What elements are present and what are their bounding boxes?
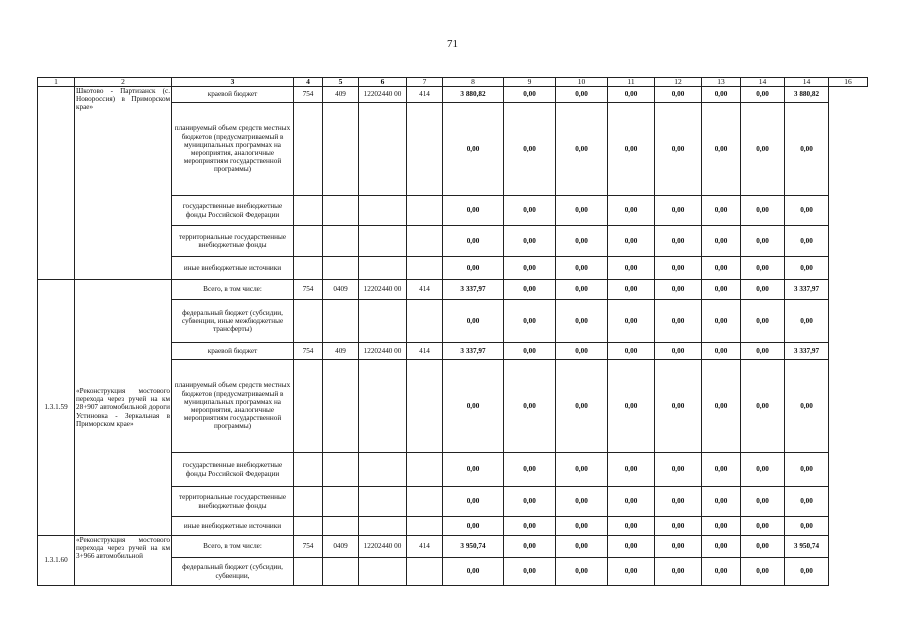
item-index: 1.3.1.59	[38, 280, 75, 536]
amount-cell: 0,00	[556, 453, 608, 487]
funding-source-label: территориальные государственные внебюджетные фонды	[172, 487, 294, 517]
column-number-header: 1	[38, 78, 75, 87]
ministry-code	[294, 487, 323, 517]
amount-cell: 0,00	[785, 517, 829, 536]
amount-cell: 3 337,97	[443, 343, 504, 360]
ministry-code	[294, 360, 323, 453]
amount-cell: 0,00	[655, 487, 702, 517]
ministry-code	[294, 196, 323, 226]
amount-cell: 0,00	[741, 196, 785, 226]
target-article-code	[359, 103, 407, 196]
section-code	[323, 453, 359, 487]
target-article-code	[359, 257, 407, 280]
expense-type-code	[407, 360, 443, 453]
amount-cell: 0,00	[741, 280, 785, 300]
amount-cell: 0,00	[741, 343, 785, 360]
amount-cell: 0,00	[504, 558, 556, 586]
section-code	[323, 196, 359, 226]
section-code	[323, 517, 359, 536]
amount-cell: 0,00	[785, 257, 829, 280]
amount-cell: 0,00	[443, 257, 504, 280]
section-code: 409	[323, 87, 359, 103]
expense-type-code: 414	[407, 343, 443, 360]
item-name-text: Шкотово - Партизанск (с. Новороссия) в Приморском крае»	[76, 87, 170, 112]
amount-cell: 0,00	[741, 257, 785, 280]
section-code	[323, 226, 359, 257]
section-code	[323, 487, 359, 517]
amount-cell: 0,00	[702, 487, 741, 517]
amount-cell: 0,00	[556, 87, 608, 103]
page-number: 71	[447, 38, 458, 50]
column-number-header: 4	[294, 78, 323, 87]
amount-cell: 0,00	[785, 487, 829, 517]
column-number-header: 13	[702, 78, 741, 87]
column-number-header: 9	[504, 78, 556, 87]
amount-cell: 0,00	[702, 103, 741, 196]
ministry-code: 754	[294, 536, 323, 558]
column-number-header: 3	[172, 78, 294, 87]
item-index: 1.3.1.60	[38, 536, 75, 586]
amount-cell: 0,00	[655, 453, 702, 487]
budget-table	[37, 77, 868, 586]
amount-cell: 0,00	[608, 487, 655, 517]
amount-cell: 0,00	[655, 280, 702, 300]
expense-type-code	[407, 103, 443, 196]
table-row	[38, 536, 868, 558]
amount-cell: 0,00	[608, 536, 655, 558]
amount-cell: 0,00	[608, 226, 655, 257]
funding-source-label: планируемый объем средств местных бюджетов (предусматриваемый в муниципальных программах на мероприятия, аналогичные мероприятиям государственной программы)	[172, 360, 294, 453]
column-number-header: 10	[556, 78, 608, 87]
amount-cell: 0,00	[608, 517, 655, 536]
ministry-code: 754	[294, 343, 323, 360]
section-code: 0409	[323, 536, 359, 558]
expense-type-code	[407, 487, 443, 517]
ministry-code	[294, 517, 323, 536]
amount-cell: 0,00	[655, 536, 702, 558]
funding-source-label: государственные внебюджетные фонды Российской Федерации	[172, 196, 294, 226]
amount-cell: 0,00	[702, 343, 741, 360]
amount-cell: 0,00	[741, 226, 785, 257]
funding-source-label: федеральный бюджет (субсидии, субвенции, иные межбюджетные трансферты)	[172, 300, 294, 343]
section-code	[323, 360, 359, 453]
amount-cell: 0,00	[556, 487, 608, 517]
item-name	[75, 280, 172, 536]
amount-cell: 0,00	[556, 558, 608, 586]
amount-cell: 0,00	[741, 360, 785, 453]
amount-cell: 0,00	[785, 360, 829, 453]
section-code	[323, 300, 359, 343]
amount-cell: 0,00	[785, 453, 829, 487]
amount-cell: 0,00	[741, 103, 785, 196]
amount-cell: 0,00	[504, 536, 556, 558]
funding-source-label: Всего, в том числе:	[172, 536, 294, 558]
amount-cell: 0,00	[443, 196, 504, 226]
column-number-header: 14	[741, 78, 785, 87]
funding-source-label: федеральный бюджет (субсидии, субвенции,	[172, 558, 294, 586]
amount-cell: 0,00	[608, 558, 655, 586]
amount-cell: 0,00	[504, 196, 556, 226]
column-number-header: 14	[785, 78, 829, 87]
target-article-code	[359, 360, 407, 453]
amount-cell: 0,00	[785, 103, 829, 196]
expense-type-code	[407, 300, 443, 343]
amount-cell: 0,00	[504, 453, 556, 487]
funding-source-label: краевой бюджет	[172, 87, 294, 103]
amount-cell: 0,00	[741, 558, 785, 586]
section-code	[323, 257, 359, 280]
amount-cell: 0,00	[504, 487, 556, 517]
amount-cell: 0,00	[504, 226, 556, 257]
column-number-header: 6	[359, 78, 407, 87]
amount-cell: 0,00	[741, 517, 785, 536]
target-article-code: 12202440 00	[359, 343, 407, 360]
ministry-code	[294, 558, 323, 586]
section-code: 0409	[323, 280, 359, 300]
amount-cell: 0,00	[608, 196, 655, 226]
amount-cell: 0,00	[702, 196, 741, 226]
funding-source-label: территориальные государственные внебюджетные фонды	[172, 226, 294, 257]
expense-type-code	[407, 453, 443, 487]
amount-cell: 0,00	[785, 196, 829, 226]
amount-cell: 0,00	[504, 103, 556, 196]
amount-cell: 0,00	[556, 103, 608, 196]
table-row	[38, 87, 868, 103]
item-name	[75, 536, 172, 586]
amount-cell: 0,00	[556, 360, 608, 453]
amount-cell: 0,00	[785, 226, 829, 257]
amount-cell: 0,00	[443, 517, 504, 536]
ministry-code: 754	[294, 87, 323, 103]
funding-source-label: Всего, в том числе:	[172, 280, 294, 300]
item-name-text: «Реконструкция мостового перехода через ручей на км 28+907 автомобильной дороги Устиновка - Зеркальная в Приморском крае»	[76, 386, 170, 428]
amount-cell: 0,00	[702, 360, 741, 453]
expense-type-code	[407, 517, 443, 536]
header-row	[38, 78, 868, 87]
funding-source-label: иные внебюджетные источники	[172, 517, 294, 536]
amount-cell: 0,00	[608, 360, 655, 453]
column-number-header: 12	[655, 78, 702, 87]
amount-cell: 3 337,97	[785, 343, 829, 360]
target-article-code	[359, 487, 407, 517]
target-article-code	[359, 517, 407, 536]
amount-cell: 3 950,74	[785, 536, 829, 558]
amount-cell: 0,00	[655, 257, 702, 280]
section-code: 409	[323, 343, 359, 360]
ministry-code	[294, 453, 323, 487]
column-number-header: 5	[323, 78, 359, 87]
amount-cell: 0,00	[702, 280, 741, 300]
amount-cell: 0,00	[443, 453, 504, 487]
amount-cell: 0,00	[702, 558, 741, 586]
target-article-code	[359, 226, 407, 257]
amount-cell: 0,00	[702, 536, 741, 558]
amount-cell: 0,00	[741, 536, 785, 558]
expense-type-code	[407, 257, 443, 280]
amount-cell: 0,00	[741, 87, 785, 103]
amount-cell: 0,00	[702, 300, 741, 343]
amount-cell: 0,00	[702, 226, 741, 257]
amount-cell: 0,00	[443, 103, 504, 196]
column-number-header: 7	[407, 78, 443, 87]
target-article-code	[359, 196, 407, 226]
amount-cell: 0,00	[556, 257, 608, 280]
amount-cell: 3 337,97	[785, 280, 829, 300]
section-code	[323, 558, 359, 586]
amount-cell: 0,00	[556, 517, 608, 536]
amount-cell: 0,00	[504, 360, 556, 453]
amount-cell: 0,00	[504, 280, 556, 300]
amount-cell: 0,00	[556, 343, 608, 360]
amount-cell: 0,00	[655, 196, 702, 226]
amount-cell: 0,00	[741, 300, 785, 343]
amount-cell: 0,00	[608, 87, 655, 103]
amount-cell: 0,00	[655, 226, 702, 257]
amount-cell: 0,00	[443, 226, 504, 257]
amount-cell: 3 880,82	[785, 87, 829, 103]
amount-cell: 0,00	[655, 300, 702, 343]
amount-cell: 0,00	[608, 257, 655, 280]
amount-cell: 0,00	[741, 453, 785, 487]
amount-cell: 0,00	[608, 453, 655, 487]
amount-cell: 0,00	[556, 226, 608, 257]
item-name	[75, 87, 172, 280]
funding-source-label: иные внебюджетные источники	[172, 257, 294, 280]
amount-cell: 0,00	[741, 487, 785, 517]
amount-cell: 0,00	[785, 558, 829, 586]
amount-cell: 0,00	[443, 360, 504, 453]
amount-cell: 0,00	[556, 300, 608, 343]
amount-cell: 0,00	[655, 517, 702, 536]
column-number-header: 11	[608, 78, 655, 87]
amount-cell: 3 950,74	[443, 536, 504, 558]
amount-cell: 0,00	[504, 300, 556, 343]
expense-type-code: 414	[407, 536, 443, 558]
item-name-text: «Реконструкция мостового перехода через ручей на км 3+966 автомобильной	[76, 536, 170, 561]
amount-cell: 0,00	[504, 257, 556, 280]
amount-cell: 0,00	[702, 453, 741, 487]
amount-cell: 0,00	[608, 343, 655, 360]
amount-cell: 0,00	[655, 558, 702, 586]
amount-cell: 0,00	[504, 343, 556, 360]
amount-cell: 0,00	[608, 280, 655, 300]
section-code	[323, 103, 359, 196]
amount-cell: 0,00	[785, 300, 829, 343]
column-number-header: 2	[75, 78, 172, 87]
amount-cell: 0,00	[556, 196, 608, 226]
column-number-header: 8	[443, 78, 504, 87]
amount-cell: 0,00	[655, 103, 702, 196]
target-article-code: 12202440 00	[359, 87, 407, 103]
amount-cell: 0,00	[504, 87, 556, 103]
expense-type-code: 414	[407, 87, 443, 103]
expense-type-code: 414	[407, 280, 443, 300]
target-article-code	[359, 300, 407, 343]
target-article-code	[359, 558, 407, 586]
amount-cell: 0,00	[443, 487, 504, 517]
ministry-code: 754	[294, 280, 323, 300]
amount-cell: 0,00	[655, 87, 702, 103]
funding-source-label: краевой бюджет	[172, 343, 294, 360]
amount-cell: 0,00	[608, 300, 655, 343]
funding-source-label: планируемый объем средств местных бюджетов (предусматриваемый в муниципальных программах на мероприятия, аналогичные мероприятиям государственной программы)	[172, 103, 294, 196]
amount-cell: 0,00	[608, 103, 655, 196]
amount-cell: 0,00	[655, 360, 702, 453]
ministry-code	[294, 103, 323, 196]
target-article-code: 12202440 00	[359, 536, 407, 558]
target-article-code	[359, 453, 407, 487]
amount-cell: 0,00	[655, 343, 702, 360]
amount-cell: 0,00	[443, 300, 504, 343]
expense-type-code	[407, 196, 443, 226]
column-number-header: 16	[829, 78, 868, 87]
amount-cell: 0,00	[556, 536, 608, 558]
target-article-code: 12202440 00	[359, 280, 407, 300]
amount-cell: 0,00	[702, 87, 741, 103]
amount-cell: 0,00	[504, 517, 556, 536]
expense-type-code	[407, 226, 443, 257]
funding-source-label: государственные внебюджетные фонды Российской Федерации	[172, 453, 294, 487]
amount-cell: 0,00	[702, 257, 741, 280]
table-row	[38, 280, 868, 300]
ministry-code	[294, 300, 323, 343]
amount-cell: 0,00	[443, 558, 504, 586]
amount-cell: 0,00	[702, 517, 741, 536]
ministry-code	[294, 257, 323, 280]
expense-type-code	[407, 558, 443, 586]
amount-cell: 3 337,97	[443, 280, 504, 300]
item-index	[38, 87, 75, 280]
amount-cell: 3 880,82	[443, 87, 504, 103]
amount-cell: 0,00	[556, 280, 608, 300]
ministry-code	[294, 226, 323, 257]
